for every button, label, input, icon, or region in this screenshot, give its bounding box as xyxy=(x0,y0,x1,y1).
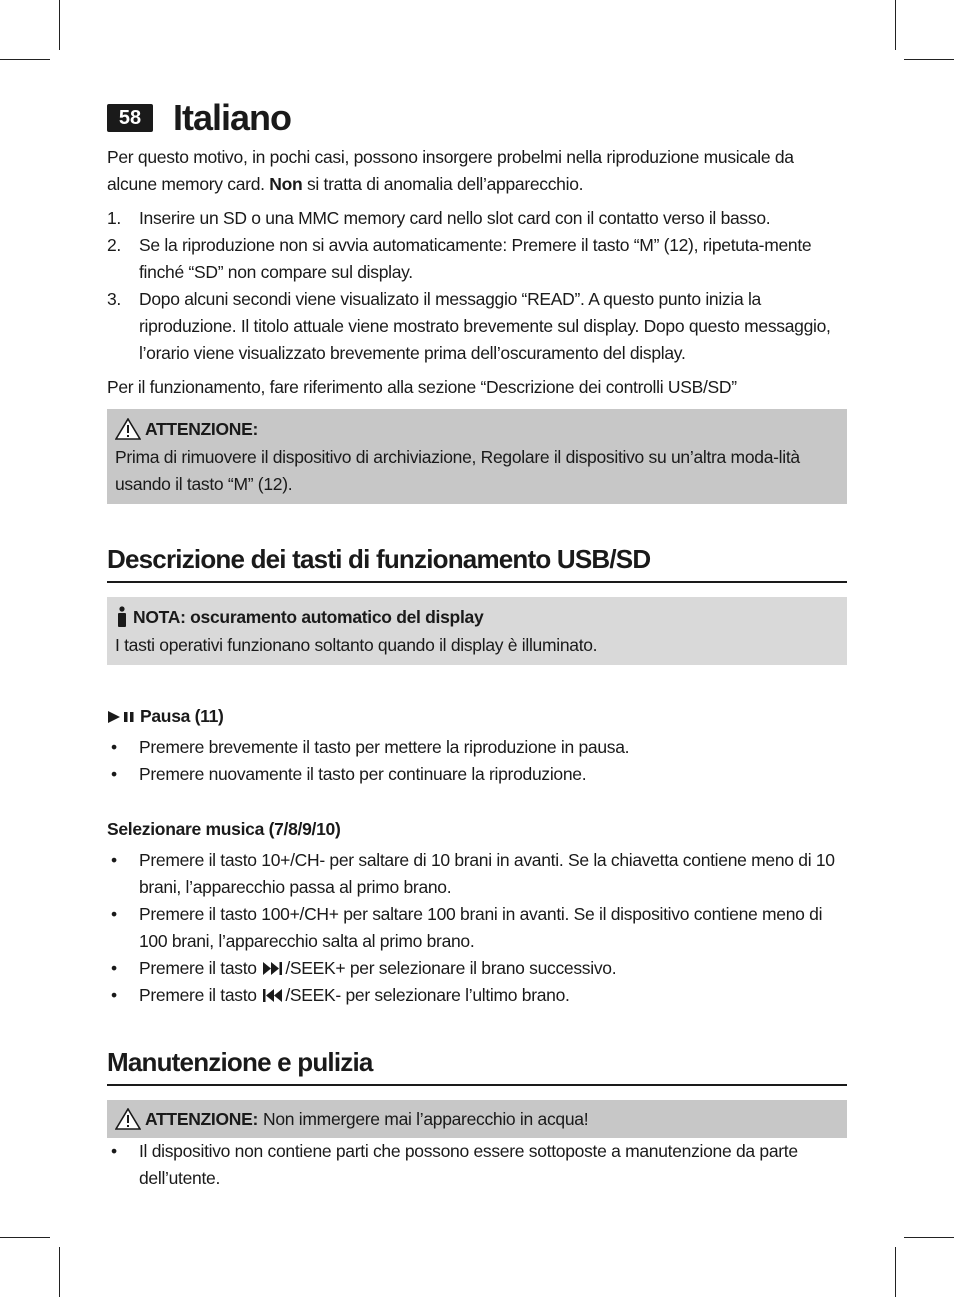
list-item: • Premere il tasto /SEEK+ per selezionare il brano successivo. xyxy=(111,958,617,978)
crop-mark xyxy=(0,1237,50,1238)
crop-mark xyxy=(59,0,60,50)
warning-triangle-icon xyxy=(115,1108,141,1130)
list-item: 1. Inserire un SD o una MMC memory card nello slot card con il contatto verso il basso. xyxy=(107,208,771,228)
section-heading: Descrizione dei tasti di funzionamento USB/SD xyxy=(107,544,847,583)
warning-text: Prima di rimuovere il dispositivo di archiviazione, Regolare il dispositivo su un’altra moda-lità usando il tasto “M” (12). xyxy=(115,447,800,494)
list-item: • Premere brevemente il tasto per mettere la riproduzione in pausa. xyxy=(111,737,630,757)
crop-mark xyxy=(904,1237,954,1238)
list-item: • Premere nuovamente il tasto per continuare la riproduzione. xyxy=(111,764,587,784)
list-item: 2. Se la riproduzione non si avvia automaticamente: Premere il tasto “M” (12), ripetuta-mente finché “SD” non compare sul display. xyxy=(107,235,812,282)
pause-list xyxy=(107,734,847,788)
list-item: 3. Dopo alcuni secondi viene visualizato il messaggio “READ”. A questo punto inizia la riproduzione. Il titolo attuale viene mostrato brevemente sul display. Dopo questo messaggio, l’orario viene visualizzato brevemente prima dell’oscuramento del display. xyxy=(107,289,831,363)
skip-previous-icon xyxy=(262,988,284,1003)
select-subheading: Selezionare musica (7/8/9/10) xyxy=(107,819,341,839)
page-title: Italiano xyxy=(173,97,292,138)
maintenance-list xyxy=(107,1138,847,1192)
crop-mark xyxy=(895,0,896,50)
note-title: NOTA: oscuramento automatico del display xyxy=(133,607,484,627)
select-list xyxy=(107,847,847,1009)
crop-mark xyxy=(59,1247,60,1297)
section-heading: Manutenzione e pulizia xyxy=(107,1047,847,1086)
warning-triangle-icon xyxy=(115,418,141,440)
list-item: • Premere il tasto /SEEK- per selezionare l’ultimo brano. xyxy=(111,985,570,1005)
warning-text: Non immergere mai l’apparecchio in acqua! xyxy=(263,1109,589,1129)
play-pause-icon xyxy=(107,710,137,724)
list-item: • Premere il tasto 10+/CH- per saltare di 10 brani in avanti. Se la chiavetta contiene meno di 10 brani, l’apparecchio passa al primo brano. xyxy=(111,850,835,897)
pause-subheading: Pausa (11) xyxy=(107,703,847,730)
crop-mark xyxy=(895,1247,896,1297)
warning-title: ATTENZIONE: xyxy=(145,1109,259,1129)
steps-list xyxy=(107,205,847,367)
info-icon xyxy=(115,606,129,628)
page-header xyxy=(107,98,847,138)
note-box xyxy=(107,597,847,665)
list-item: • Il dispositivo non contiene parti che possono essere sottoposte a manutenzione da parte dell’utente. xyxy=(111,1141,798,1188)
warning-title: ATTENZIONE: xyxy=(145,419,259,439)
warning-box xyxy=(107,409,847,504)
crop-mark xyxy=(904,59,954,60)
reference-paragraph: Per il funzionamento, fare riferimento alla sezione “Descrizione dei controlli USB/SD” xyxy=(107,377,737,397)
intro-paragraph: Per questo motivo, in pochi casi, possono insorgere probelmi nella riproduzione musicale da alcune memory card. Non si tratta di anomalia dell’apparecchio. xyxy=(107,147,794,194)
list-item: • Premere il tasto 100+/CH+ per saltare 100 brani in avanti. Se il dispositivo contiene meno di 100 brani, l’apparecchio salta al primo brano. xyxy=(111,904,823,951)
skip-next-icon xyxy=(262,961,284,976)
note-text: I tasti operativi funzionano soltanto quando il display è illuminato. xyxy=(115,635,598,655)
crop-mark xyxy=(0,59,50,60)
page-number: 58 xyxy=(107,104,153,132)
warning-box xyxy=(107,1100,847,1138)
page-content xyxy=(107,98,847,1192)
